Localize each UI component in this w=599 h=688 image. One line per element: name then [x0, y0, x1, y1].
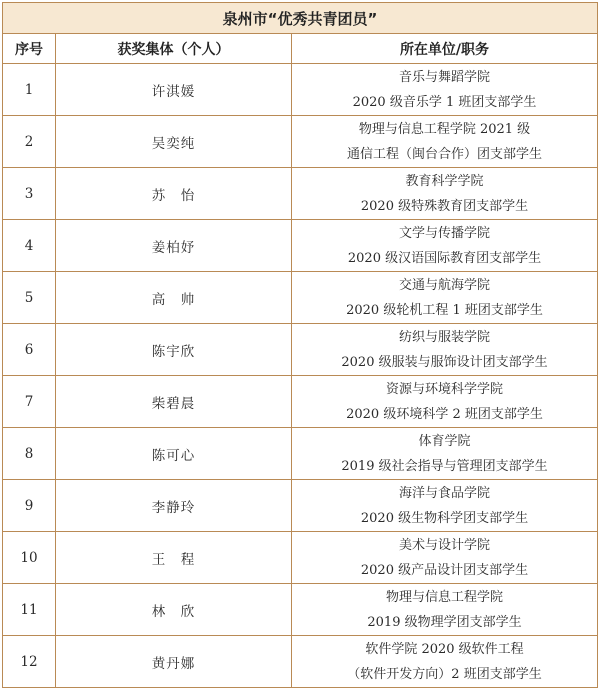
row-number: 4: [3, 220, 56, 272]
unit-line-2: 2019 级物理学团支部学生: [367, 614, 522, 630]
unit-line-2: 2020 级汉语国际教育团支部学生: [347, 250, 542, 266]
table-row: [3, 324, 598, 376]
honor-table: [2, 2, 598, 688]
unit-cell: [292, 272, 598, 324]
unit-line-2: 2019 级社会指导与管理团支部学生: [341, 458, 548, 474]
table-row: [3, 584, 598, 636]
table-row: [3, 220, 598, 272]
unit-cell: [292, 428, 598, 480]
unit-line-2: 2020 级产品设计团支部学生: [360, 562, 529, 578]
table-row: [3, 168, 598, 220]
row-number: 1: [3, 64, 56, 116]
unit-line-1: 美术与设计学院: [398, 537, 490, 553]
header-number: 序号: [3, 34, 56, 64]
table-title: 泉州市“优秀共青团员”: [3, 3, 598, 34]
unit-line-1: 物理与信息工程学院: [385, 589, 503, 605]
unit-cell: [292, 168, 598, 220]
unit-line-2: 2020 级生物科学团支部学生: [360, 510, 529, 526]
table-row: [3, 480, 598, 532]
awardee-name: 高 帅: [56, 272, 292, 324]
unit-line-1: 文学与传播学院: [398, 225, 490, 241]
row-number: 5: [3, 272, 56, 324]
unit-cell: [292, 116, 598, 168]
awardee-name: 李静玲: [56, 480, 292, 532]
unit-cell: [292, 220, 598, 272]
unit-line-2: 2020 级特殊教育团支部学生: [360, 198, 529, 214]
unit-line-1: 资源与环境科学学院: [385, 381, 503, 397]
awardee-name: 姜柏妤: [56, 220, 292, 272]
table-row: [3, 636, 598, 688]
table-row: [3, 272, 598, 324]
unit-cell: [292, 480, 598, 532]
awardee-name: 林 欣: [56, 584, 292, 636]
unit-line-1: 教育科学学院: [405, 173, 484, 189]
unit-cell: [292, 324, 598, 376]
table-row: [3, 64, 598, 116]
unit-line-1: 体育学院: [418, 433, 471, 449]
table-row: [3, 532, 598, 584]
awardee-name: 柴碧晨: [56, 376, 292, 428]
row-number: 2: [3, 116, 56, 168]
row-number: 6: [3, 324, 56, 376]
awardee-name: 吴奕纯: [56, 116, 292, 168]
unit-line-1: 音乐与舞蹈学院: [398, 69, 490, 85]
row-number: 3: [3, 168, 56, 220]
unit-cell: [292, 64, 598, 116]
awardee-name: 黄丹娜: [56, 636, 292, 688]
header-awardee: 获奖集体（个人）: [56, 34, 292, 64]
table-body: [3, 64, 598, 688]
honor-list-document: [2, 2, 597, 686]
unit-line-1: 交通与航海学院: [398, 277, 490, 293]
unit-cell: [292, 376, 598, 428]
unit-line-1: 物理与信息工程学院 2021 级: [358, 121, 531, 137]
awardee-name: 王 程: [56, 532, 292, 584]
header-unit: 所在单位/职务: [292, 34, 598, 64]
unit-cell: [292, 636, 598, 688]
unit-line-2: 2020 级服装与服饰设计团支部学生: [341, 354, 548, 370]
unit-line-1: 海洋与食品学院: [398, 485, 490, 501]
row-number: 8: [3, 428, 56, 480]
row-number: 9: [3, 480, 56, 532]
unit-line-2: （软件开发方向）2 班团支部学生: [347, 666, 542, 682]
unit-line-1: 纺织与服装学院: [398, 329, 490, 345]
table-row: [3, 428, 598, 480]
row-number: 7: [3, 376, 56, 428]
unit-cell: [292, 532, 598, 584]
unit-line-1: 软件学院 2020 级软件工程: [365, 641, 524, 657]
awardee-name: 苏 怡: [56, 168, 292, 220]
unit-line-2: 2020 级轮机工程 1 班团支部学生: [346, 302, 543, 318]
row-number: 12: [3, 636, 56, 688]
header-row: [3, 34, 598, 64]
unit-line-2: 2020 级环境科学 2 班团支部学生: [346, 406, 543, 422]
awardee-name: 陈可心: [56, 428, 292, 480]
awardee-name: 陈宇欣: [56, 324, 292, 376]
unit-cell: [292, 584, 598, 636]
table-row: [3, 376, 598, 428]
unit-line-2: 2020 级音乐学 1 班团支部学生: [352, 94, 537, 110]
awardee-name: 许淇媛: [56, 64, 292, 116]
table-row: [3, 116, 598, 168]
unit-line-2: 通信工程（闽台合作）团支部学生: [346, 146, 542, 162]
row-number: 10: [3, 532, 56, 584]
title-row: [3, 3, 598, 34]
row-number: 11: [3, 584, 56, 636]
